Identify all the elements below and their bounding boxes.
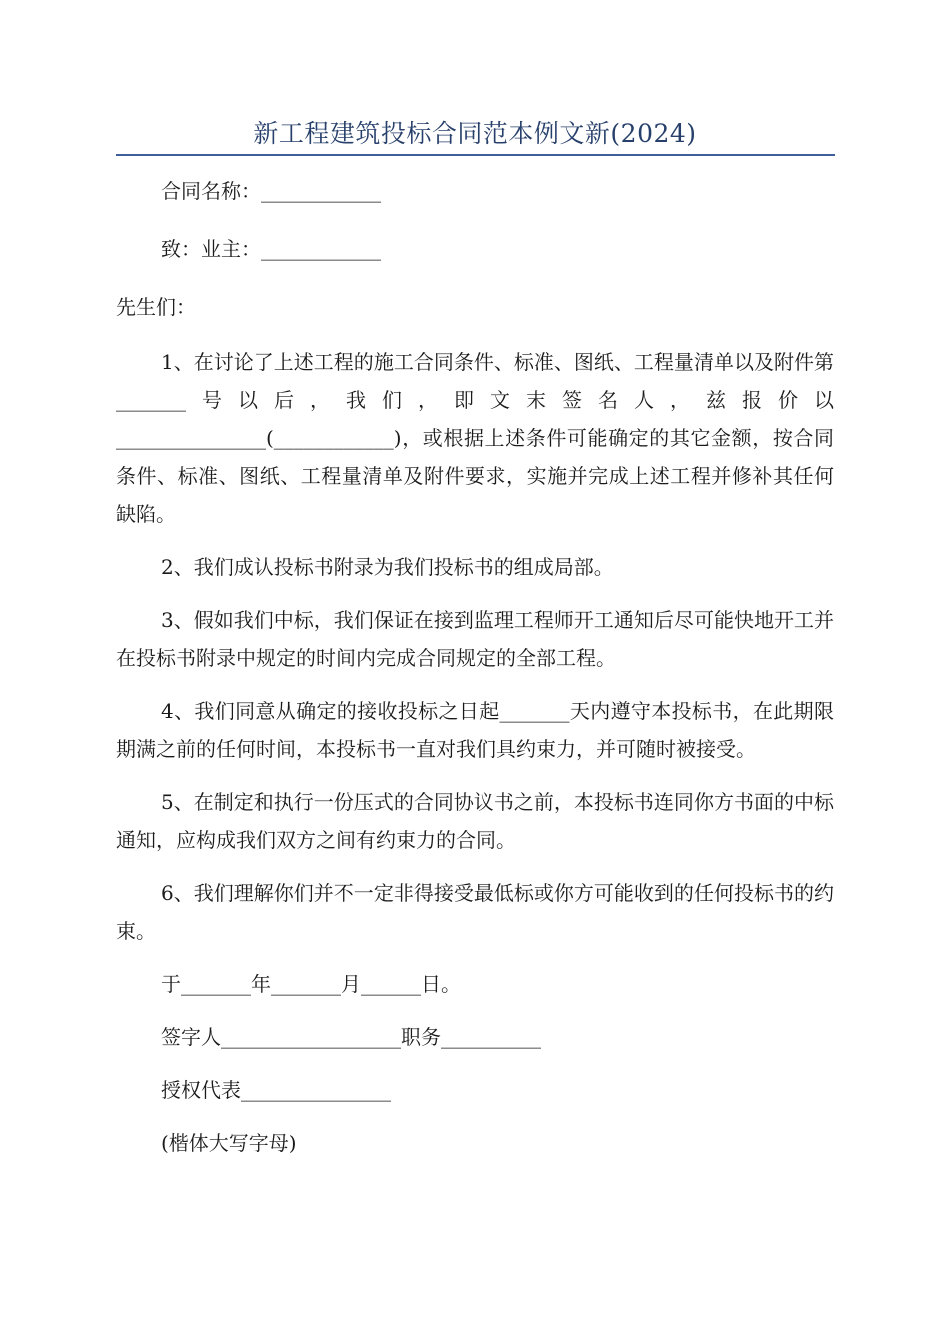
contract-name-line: 合同名称：____________ (161, 179, 381, 203)
document-body (116, 172, 834, 1177)
clause-4: 4、我们同意从确定的接收投标之日起_______天内遵守本投标书，在此期限期满之前的任何时间，本投标书一直对我们具约束力，并可随时被接受。 (116, 699, 834, 761)
clause-2: 2、我们成认投标书附录为我们投标书的组成局部。 (161, 555, 614, 579)
salutation: 先生们： (116, 295, 196, 319)
title-underline (116, 154, 835, 156)
block-letters-note: (楷体大写字母) (161, 1131, 297, 1155)
date-line: 于_______年_______月______日。 (161, 972, 461, 996)
clause-5: 5、在制定和执行一份压式的合同协议书之前，本投标书连同你方书面的中标通知，应构成我们双方之间有约束力的合同。 (116, 790, 834, 852)
signer-line: 签字人__________________职务__________ (161, 1025, 541, 1049)
clause-6: 6、我们理解你们并不一定非得接受最低标或你方可能收到的任何投标书的约束。 (116, 881, 834, 943)
clause-3: 3、假如我们中标，我们保证在接到监理工程师开工通知后尽可能快地开工并在投标书附录中规定的时间内完成合同规定的全部工程。 (116, 608, 834, 670)
to-owner-line: 致：业主：____________ (161, 237, 381, 261)
document-title: 新工程建筑投标合同范本例文新(2024) (253, 119, 697, 148)
authorized-representative-line: 授权代表_______________ (161, 1078, 391, 1102)
clause-1: 1、在讨论了上述工程的施工合同条件、标准、图纸、工程量清单以及附件第_______号以后，我们，即文末签名人，兹报价以_______________(____________)，或根据上述条件可能确定的其它金额，按合同条件、标准、图纸、工程量清单及附件要求，实施并完成上述工程并修补其任何缺陷。 (116, 350, 834, 526)
